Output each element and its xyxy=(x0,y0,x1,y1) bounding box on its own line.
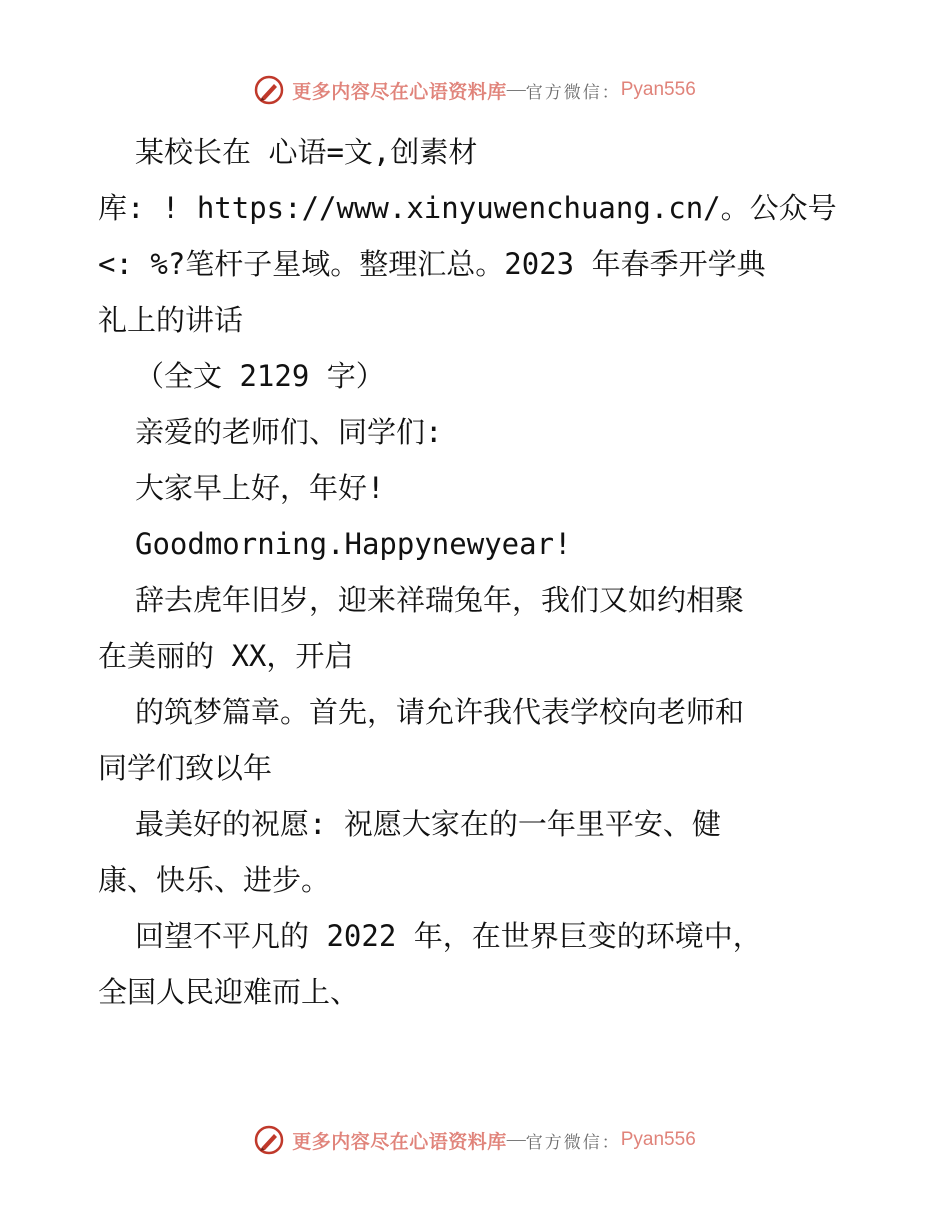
text-line: 亲爱的老师们、同学们: xyxy=(135,415,443,449)
banner-wechat-id: Pyan556 xyxy=(620,79,696,100)
text-line: Goodmorning.Happynewyear! xyxy=(135,527,572,561)
banner-separator: — xyxy=(506,79,526,100)
text-line: 的筑梦篇章。首先，请允许我代表学校向老师和 xyxy=(135,695,745,729)
text-line: 礼上的讲话 xyxy=(98,303,244,337)
banner-separator: — xyxy=(506,1129,526,1150)
banner-wechat-id: Pyan556 xyxy=(620,1129,696,1150)
text-line: 库: ! https://www.xinyuwenchuang.cn/。公众号 xyxy=(98,191,837,225)
document-body xyxy=(98,124,858,1020)
text-line: 康、快乐、进步。 xyxy=(98,863,331,897)
text-line: 最美好的祝愿: 祝愿大家在的一年里平安、健 xyxy=(135,807,721,841)
pen-logo-icon xyxy=(254,75,284,105)
text-line: 某校长在 心语=文,创素材 xyxy=(135,135,478,169)
text-line: （全文 2129 字） xyxy=(135,359,385,393)
text-line: 大家早上好，年好! xyxy=(135,471,385,505)
text-line: 全国人民迎难而上、 xyxy=(98,975,360,1009)
pen-logo-icon xyxy=(254,1125,284,1155)
banner-text: 更多内容尽在心语资料库 xyxy=(292,80,507,103)
footer-banner xyxy=(0,1118,950,1162)
banner-wechat-label: 官方微信： xyxy=(525,82,621,103)
text-line: 辞去虎年旧岁，迎来祥瑞兔年，我们又如约相聚 xyxy=(135,583,745,617)
banner-text: 更多内容尽在心语资料库 xyxy=(292,1130,507,1153)
text-line: 同学们致以年 xyxy=(98,751,273,785)
text-line: 回望不平凡的 2022 年，在世界巨变的环境中， xyxy=(135,919,762,953)
text-line: <: %?笔杆子星域。整理汇总。2023 年春季开学典 xyxy=(98,247,766,281)
banner-wechat-label: 官方微信： xyxy=(525,1132,621,1153)
text-line: 在美丽的 XX，开启 xyxy=(98,639,354,673)
header-banner xyxy=(0,68,950,112)
